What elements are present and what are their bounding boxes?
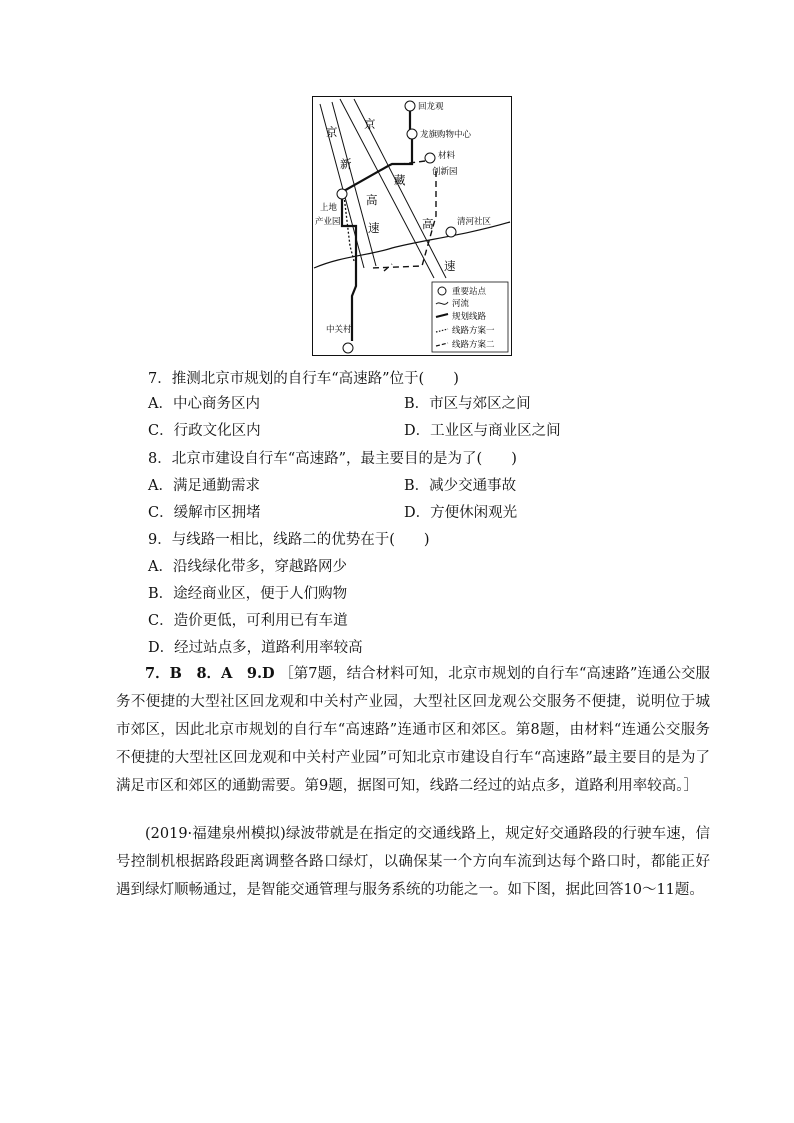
answer-body: ［第7题，结合材料可知，北京市规划的自行车“高速路”连通公交服务不便捷的大型社区回龙观和中关村产业园，大型社区回龙观公交服务不便捷，说明位于城市郊区，因此北京市规划的自行车“高速路”连通市区和郊区。第8题，由材料“连通公交服务不便捷的大型社区回龙观和中关村产业园”可知北京市建设自行车“高速路”最主要目的是为了满足市区和郊区的通勤需要。第9题，据图可知，线路二经过的站点多，道路利用率较高。］ bbox=[116, 666, 710, 794]
road-char-jingxin-2: 新 bbox=[340, 157, 352, 171]
road-char-jingzang-4: 速 bbox=[444, 259, 456, 273]
label-shangdi-1: 上地 bbox=[320, 203, 338, 213]
legend-option1-label: 线路方案一 bbox=[452, 326, 495, 336]
label-qinghe: 清河社区 bbox=[457, 217, 492, 227]
question-8-option-a: A．满足通勤需求 bbox=[148, 478, 260, 494]
question-9-option-b: B．途经商业区，便于人们购物 bbox=[148, 586, 348, 602]
label-zhongguancun: 中关村 bbox=[326, 325, 352, 335]
legend-station-label: 重要站点 bbox=[452, 287, 487, 297]
station-zhongguancun bbox=[343, 343, 353, 353]
road-char-jingxin-1: 京 bbox=[326, 125, 338, 139]
road-char-jingzang-2: 藏 bbox=[394, 173, 406, 187]
route-map-figure bbox=[312, 96, 512, 356]
road-char-jingzang-1: 京 bbox=[364, 117, 376, 131]
question-8-option-b: B．减少交通事故 bbox=[404, 478, 517, 494]
question-9-stem: 9．与线路一相比，线路二的优势在于( ) bbox=[148, 532, 430, 548]
question-9-option-d: D．经过站点多，道路利用率较高 bbox=[148, 640, 363, 656]
question-8-stem: 8．北京市建设自行车“高速路”，最主要目的是为了( ) bbox=[148, 451, 517, 467]
label-cailiao-2: 创新园 bbox=[432, 167, 458, 177]
station-longqi bbox=[407, 129, 417, 139]
answer-explanation bbox=[116, 660, 710, 800]
road-char-jingzang-3: 高 bbox=[422, 217, 434, 231]
legend-option2-label: 线路方案二 bbox=[452, 340, 495, 350]
question-7-option-a: A．中心商务区内 bbox=[148, 396, 260, 412]
station-qinghe bbox=[446, 227, 456, 237]
legend-river-label: 河流 bbox=[452, 299, 470, 309]
question-7-option-b: B．市区与郊区之间 bbox=[404, 396, 531, 412]
question-9-option-c: C．造价更低，可利用已有车道 bbox=[148, 613, 348, 629]
station-cailiao bbox=[425, 153, 435, 163]
question-7-stem: 7．推测北京市规划的自行车“高速路”位于( ) bbox=[148, 371, 459, 387]
question-7-option-c: C．行政文化区内 bbox=[148, 423, 261, 439]
label-huilongguan: 回龙观 bbox=[418, 102, 444, 112]
next-material-paragraph: (2019·福建泉州模拟)绿波带就是在指定的交通线路上，规定好交通路段的行驶车速，信号控制机根据路段距离调整各路口绿灯，以确保某一个方向车流到达每个路口时，都能正好遇到绿灯顺畅通过，是智能交通管理与服务系统的功能之一。如下图，据此回答10～11题。 bbox=[116, 826, 710, 898]
station-shangdi bbox=[337, 189, 347, 199]
answer-key: 7．B 8．A 9.D bbox=[145, 665, 275, 682]
road-char-jingxin-4: 速 bbox=[368, 221, 380, 235]
question-7-option-d: D．工业区与商业区之间 bbox=[404, 423, 561, 439]
label-cailiao-1: 材料 bbox=[438, 151, 456, 161]
legend-planned-label: 规划线路 bbox=[452, 312, 487, 322]
question-8-option-d: D．方便休闲观光 bbox=[404, 505, 518, 521]
label-shangdi-2: 产业园 bbox=[315, 217, 341, 227]
legend-station-symbol bbox=[438, 287, 446, 295]
station-huilongguan bbox=[405, 101, 415, 111]
label-longqi: 龙旗购物中心 bbox=[420, 130, 472, 140]
question-9-option-a: A．沿线绿化带多，穿越路网少 bbox=[148, 559, 347, 575]
question-8-option-c: C．缓解市区拥堵 bbox=[148, 505, 261, 521]
road-char-jingxin-3: 高 bbox=[366, 193, 378, 207]
